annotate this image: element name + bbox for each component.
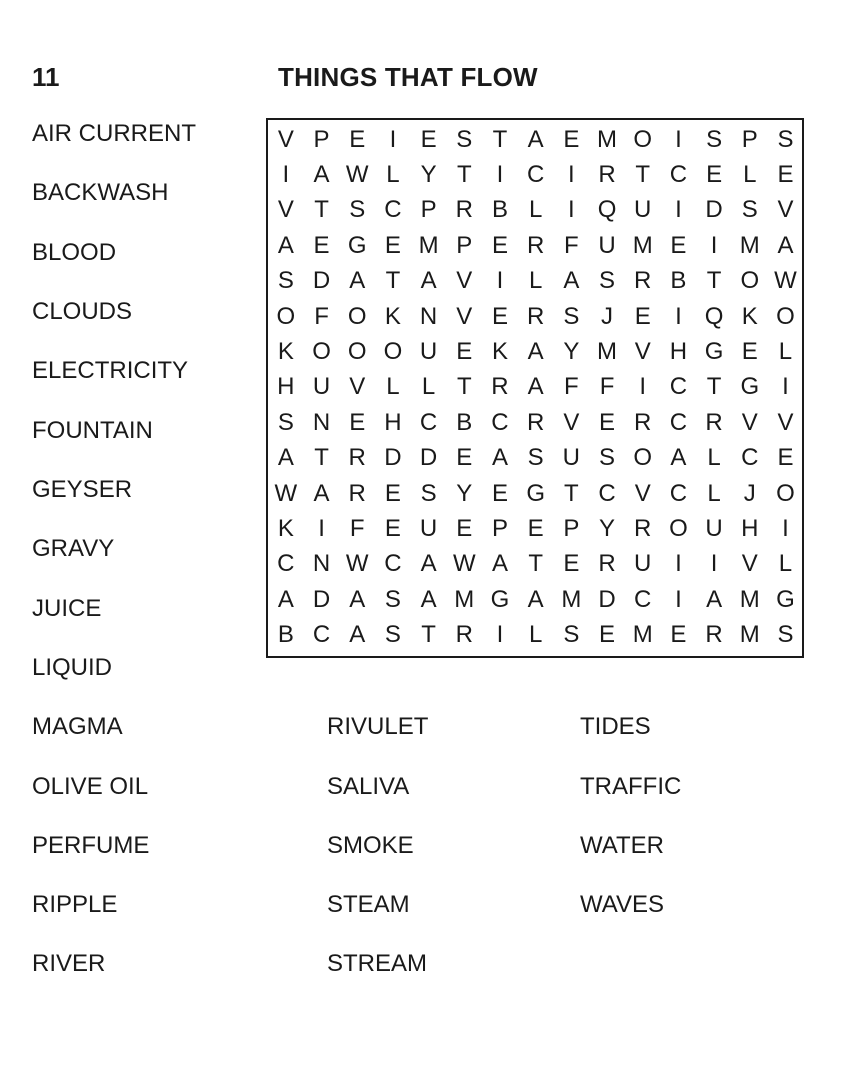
grid-letter: A bbox=[420, 550, 437, 578]
grid-letter: L bbox=[528, 267, 543, 295]
grid-letter: N bbox=[312, 550, 331, 578]
grid-letter: E bbox=[777, 161, 794, 189]
grid-letter: F bbox=[564, 231, 579, 259]
grid-letter: P bbox=[313, 125, 330, 153]
grid-letter: M bbox=[597, 338, 618, 366]
grid-letter: I bbox=[496, 267, 504, 295]
grid-letter: G bbox=[740, 373, 760, 401]
grid-letter: I bbox=[568, 196, 575, 224]
grid-letter: T bbox=[314, 196, 329, 224]
word-item: SMOKE bbox=[327, 832, 414, 859]
grid-letter: T bbox=[635, 161, 651, 189]
grid-letter: E bbox=[491, 479, 508, 507]
grid-letter: M bbox=[739, 621, 760, 649]
grid-letter: A bbox=[527, 125, 544, 153]
grid-letter: Q bbox=[704, 302, 724, 330]
grid-letter: V bbox=[349, 373, 366, 401]
grid-letter: S bbox=[563, 621, 580, 649]
grid-letter: R bbox=[705, 408, 723, 436]
word-item: STREAM bbox=[327, 950, 428, 977]
grid-letter: A bbox=[670, 444, 687, 472]
grid-letter: A bbox=[706, 585, 723, 613]
grid-letter: I bbox=[675, 550, 682, 578]
grid-row bbox=[268, 511, 804, 546]
word-item: FOUNTAIN bbox=[32, 417, 153, 444]
grid-letter: V bbox=[277, 125, 294, 153]
grid-letter: Q bbox=[597, 196, 617, 224]
grid-letter: T bbox=[706, 373, 722, 401]
grid-letter: C bbox=[669, 373, 688, 401]
grid-letter: I bbox=[568, 161, 575, 189]
grid-letter: Y bbox=[599, 514, 616, 542]
grid-letter: U bbox=[419, 338, 438, 366]
grid-letter: P bbox=[456, 231, 473, 259]
grid-letter: D bbox=[705, 196, 723, 224]
grid-letter: O bbox=[312, 338, 331, 366]
grid-letter: R bbox=[526, 408, 545, 436]
grid-letter: C bbox=[491, 408, 509, 436]
grid-letter: T bbox=[421, 621, 436, 649]
grid-letter: H bbox=[384, 408, 402, 436]
grid-letter: I bbox=[782, 514, 789, 542]
grid-letter: E bbox=[456, 514, 473, 542]
grid-row bbox=[268, 334, 804, 369]
grid-letter: L bbox=[778, 338, 793, 366]
grid-letter: I bbox=[710, 550, 718, 578]
grid-letter: R bbox=[526, 302, 545, 330]
grid-letter: R bbox=[348, 479, 366, 507]
grid-letter: E bbox=[456, 444, 473, 472]
page-number: 11 bbox=[32, 62, 60, 92]
grid-letter: H bbox=[277, 373, 295, 401]
grid-letter: D bbox=[312, 267, 331, 295]
grid-letter: C bbox=[634, 585, 652, 613]
grid-letter: I bbox=[675, 125, 682, 153]
grid-letter: E bbox=[741, 338, 758, 366]
page-title: THINGS THAT FLOW bbox=[278, 62, 538, 92]
grid-letter: S bbox=[777, 125, 794, 153]
grid-letter: R bbox=[598, 550, 616, 578]
grid-letter: S bbox=[456, 125, 473, 153]
word-item: TRAFFIC bbox=[580, 773, 682, 800]
grid-letter: S bbox=[599, 444, 616, 472]
grid-letter: L bbox=[386, 373, 400, 401]
grid-letter: U bbox=[705, 514, 723, 542]
grid-letter: G bbox=[526, 479, 545, 507]
grid-letter: Y bbox=[420, 161, 437, 189]
grid-letter: K bbox=[384, 302, 401, 330]
grid-letter: S bbox=[706, 125, 723, 153]
grid-letter: S bbox=[741, 196, 758, 224]
grid-letter: V bbox=[456, 302, 473, 330]
grid-letter: V bbox=[277, 196, 294, 224]
grid-letter: U bbox=[419, 514, 438, 542]
grid-letter: R bbox=[705, 621, 723, 649]
grid-letter: S bbox=[527, 444, 544, 472]
grid-letter: V bbox=[741, 550, 758, 578]
grid-letter: I bbox=[282, 161, 290, 189]
grid-letter: Y bbox=[456, 479, 473, 507]
grid-letter: S bbox=[277, 408, 294, 436]
grid-letter: G bbox=[704, 338, 724, 366]
word-item: ELECTRICITY bbox=[32, 357, 189, 384]
grid-letter: S bbox=[349, 196, 366, 224]
grid-letter: C bbox=[277, 550, 295, 578]
grid-letter: K bbox=[277, 338, 294, 366]
grid-letter: N bbox=[419, 302, 438, 330]
grid-letter: T bbox=[528, 550, 543, 578]
grid-letter: W bbox=[452, 550, 476, 578]
grid-letter: M bbox=[632, 621, 653, 649]
grid-letter: L bbox=[707, 479, 721, 507]
grid-row bbox=[268, 370, 804, 405]
grid-letter: P bbox=[420, 196, 437, 224]
grid-letter: I bbox=[675, 302, 682, 330]
grid-letter: P bbox=[491, 514, 508, 542]
word-item: WATER bbox=[580, 832, 664, 859]
grid-letter: W bbox=[345, 550, 369, 578]
grid-letter: M bbox=[632, 231, 653, 259]
grid-letter: C bbox=[669, 161, 688, 189]
grid-letter: V bbox=[777, 408, 794, 436]
grid-letter: E bbox=[599, 408, 616, 436]
grid-letter: I bbox=[389, 125, 397, 153]
grid-row bbox=[268, 476, 804, 511]
grid-letter: O bbox=[347, 302, 367, 330]
grid-letter: A bbox=[420, 585, 437, 613]
grid-letter: R bbox=[491, 373, 509, 401]
grid-letter: V bbox=[563, 408, 580, 436]
grid-letter: C bbox=[384, 196, 402, 224]
grid-letter: E bbox=[706, 161, 723, 189]
grid-letter: E bbox=[384, 479, 401, 507]
grid-letter: O bbox=[383, 338, 403, 366]
grid-letter: P bbox=[741, 125, 758, 153]
word-item: PERFUME bbox=[32, 832, 150, 859]
grid-letter: L bbox=[778, 550, 793, 578]
grid-letter: I bbox=[496, 621, 504, 649]
word-item: RIVULET bbox=[327, 713, 429, 740]
grid-letter: A bbox=[349, 621, 366, 649]
grid-letter: O bbox=[776, 479, 795, 507]
grid-letter: O bbox=[669, 514, 688, 542]
grid-letter: E bbox=[491, 302, 508, 330]
grid-letter: E bbox=[670, 231, 687, 259]
grid-letter: S bbox=[277, 267, 294, 295]
grid-letter: L bbox=[528, 196, 543, 224]
grid-letter: V bbox=[456, 267, 473, 295]
grid-letter: E bbox=[313, 231, 330, 259]
grid-row bbox=[268, 547, 804, 582]
grid-letter: E bbox=[777, 444, 794, 472]
word-item: RIPPLE bbox=[32, 891, 118, 918]
grid-letter: E bbox=[634, 302, 651, 330]
grid-letter: F bbox=[349, 514, 365, 542]
grid-letter: T bbox=[314, 444, 329, 472]
grid-letter: I bbox=[639, 373, 647, 401]
grid-letter: O bbox=[740, 267, 760, 295]
grid-letter: E bbox=[349, 125, 366, 153]
grid-letter: F bbox=[314, 302, 329, 330]
grid-letter: A bbox=[777, 231, 794, 259]
grid-letter: A bbox=[277, 585, 294, 613]
grid-letter: N bbox=[312, 408, 331, 436]
grid-letter: A bbox=[420, 267, 437, 295]
grid-letter: T bbox=[456, 161, 472, 189]
grid-letter: O bbox=[633, 444, 653, 472]
grid-letter: P bbox=[563, 514, 580, 542]
grid-letter: M bbox=[739, 585, 760, 613]
grid-letter: I bbox=[675, 585, 682, 613]
grid-letter: C bbox=[419, 408, 438, 436]
grid-letter: O bbox=[776, 302, 795, 330]
grid-letter: S bbox=[384, 621, 401, 649]
grid-letter: A bbox=[491, 444, 508, 472]
grid-letter: A bbox=[349, 267, 366, 295]
grid-letter: T bbox=[564, 479, 579, 507]
grid-letter: B bbox=[456, 408, 473, 436]
grid-letter: I bbox=[782, 373, 789, 401]
grid-letter: M bbox=[418, 231, 439, 259]
grid-letter: C bbox=[312, 621, 331, 649]
grid-letter: D bbox=[419, 444, 438, 472]
grid-row bbox=[268, 264, 804, 299]
grid-letter: C bbox=[598, 479, 616, 507]
grid-letter: A bbox=[277, 444, 294, 472]
grid-letter: I bbox=[496, 161, 504, 189]
grid-letter: E bbox=[491, 231, 508, 259]
grid-letter: R bbox=[455, 621, 473, 649]
grid-letter: D bbox=[598, 585, 616, 613]
grid-letter: O bbox=[347, 338, 367, 366]
word-item: BLOOD bbox=[32, 239, 117, 266]
grid-letter: E bbox=[420, 125, 437, 153]
grid-letter: I bbox=[675, 196, 682, 224]
grid-letter: B bbox=[277, 621, 294, 649]
word-item: LIQUID bbox=[32, 654, 113, 681]
grid-letter: O bbox=[633, 125, 653, 153]
grid-letter: U bbox=[634, 196, 652, 224]
grid-letter: C bbox=[526, 161, 545, 189]
grid-letter: H bbox=[741, 514, 759, 542]
grid-letter: B bbox=[670, 267, 687, 295]
word-item: JUICE bbox=[32, 595, 102, 622]
grid-letter: R bbox=[348, 444, 366, 472]
grid-row bbox=[268, 582, 804, 617]
grid-row bbox=[268, 193, 804, 228]
grid-row bbox=[268, 122, 804, 157]
grid-letter: E bbox=[563, 125, 580, 153]
grid-letter: L bbox=[421, 373, 436, 401]
grid-letter: B bbox=[491, 196, 508, 224]
grid-letter: A bbox=[349, 585, 366, 613]
grid-letter: K bbox=[277, 514, 294, 542]
grid-letter: C bbox=[669, 408, 688, 436]
grid-letter: J bbox=[743, 479, 756, 507]
grid-letter: D bbox=[384, 444, 402, 472]
word-item: WAVES bbox=[580, 891, 665, 918]
grid-letter: E bbox=[384, 231, 401, 259]
grid-letter: R bbox=[526, 231, 545, 259]
grid-letter: R bbox=[634, 408, 652, 436]
word-item: STEAM bbox=[327, 891, 410, 918]
grid-letter: G bbox=[776, 585, 795, 613]
word-item: AIR CURRENT bbox=[32, 120, 197, 147]
grid-letter: S bbox=[777, 621, 794, 649]
grid-letter: C bbox=[384, 550, 402, 578]
word-item: OLIVE OIL bbox=[32, 773, 149, 800]
grid-letter: M bbox=[561, 585, 582, 613]
grid-letter: E bbox=[527, 514, 544, 542]
grid-letter: R bbox=[634, 514, 652, 542]
grid-letter: A bbox=[527, 585, 544, 613]
grid-letter: V bbox=[777, 196, 794, 224]
grid-letter: A bbox=[563, 267, 580, 295]
grid-letter: K bbox=[491, 338, 508, 366]
grid-letter: F bbox=[564, 373, 579, 401]
grid-letter: W bbox=[345, 161, 369, 189]
grid-letter: G bbox=[347, 231, 367, 259]
grid-letter: R bbox=[634, 267, 652, 295]
grid-letter: A bbox=[527, 373, 544, 401]
grid-letter: R bbox=[598, 161, 616, 189]
grid-letter: I bbox=[318, 514, 325, 542]
grid-letter: S bbox=[563, 302, 580, 330]
grid-letter: A bbox=[313, 479, 330, 507]
grid-letter: R bbox=[455, 196, 473, 224]
word-item: MAGMA bbox=[32, 713, 123, 740]
grid-letter: S bbox=[599, 267, 616, 295]
grid-letter: M bbox=[739, 231, 760, 259]
grid-letter: M bbox=[454, 585, 475, 613]
grid-letter: G bbox=[490, 585, 510, 613]
grid-letter: E bbox=[670, 621, 687, 649]
grid-letter: A bbox=[313, 161, 330, 189]
grid-row bbox=[268, 441, 804, 476]
grid-letter: F bbox=[599, 373, 615, 401]
grid-letter: W bbox=[774, 267, 797, 295]
grid-row bbox=[268, 617, 804, 652]
grid-letter: I bbox=[710, 231, 718, 259]
grid-letter: E bbox=[563, 550, 580, 578]
grid-letter: C bbox=[741, 444, 759, 472]
word-item: SALIVA bbox=[327, 773, 410, 800]
grid-letter: S bbox=[420, 479, 437, 507]
grid-letter: L bbox=[528, 621, 543, 649]
grid-letter: T bbox=[456, 373, 472, 401]
grid-letter: V bbox=[634, 479, 651, 507]
grid-letter: U bbox=[634, 550, 652, 578]
grid-letter: C bbox=[669, 479, 688, 507]
grid-letter: A bbox=[527, 338, 544, 366]
grid-letter: T bbox=[492, 125, 508, 153]
grid-letter: E bbox=[349, 408, 366, 436]
grid-row bbox=[268, 405, 804, 440]
grid-letter: S bbox=[384, 585, 401, 613]
grid-letter: E bbox=[599, 621, 616, 649]
grid-letter: V bbox=[634, 338, 651, 366]
grid-letter: L bbox=[707, 444, 721, 472]
grid-letter: Y bbox=[563, 338, 580, 366]
word-item: GRAVY bbox=[32, 535, 115, 562]
word-item: BACKWASH bbox=[32, 179, 169, 206]
grid-letter: T bbox=[706, 267, 722, 295]
grid-letter: L bbox=[386, 161, 400, 189]
grid-letter: A bbox=[491, 550, 508, 578]
grid-letter: W bbox=[274, 479, 298, 507]
grid-letter: E bbox=[384, 514, 401, 542]
grid-letter: D bbox=[312, 585, 331, 613]
grid-letter: T bbox=[385, 267, 401, 295]
word-item: TIDES bbox=[580, 713, 651, 740]
word-item: GEYSER bbox=[32, 476, 133, 503]
grid-row bbox=[268, 157, 804, 192]
grid-letter: U bbox=[562, 444, 581, 472]
grid-row bbox=[268, 228, 804, 263]
grid-letter: J bbox=[601, 302, 614, 330]
word-search-grid bbox=[268, 122, 804, 658]
word-item: CLOUDS bbox=[32, 298, 133, 325]
grid-letter: O bbox=[276, 302, 296, 330]
grid-letter: U bbox=[312, 373, 331, 401]
word-item: RIVER bbox=[32, 950, 106, 977]
grid-row bbox=[268, 299, 804, 334]
grid-letter: K bbox=[741, 302, 758, 330]
grid-letter: M bbox=[597, 125, 618, 153]
grid-letter: A bbox=[277, 231, 294, 259]
grid-letter: E bbox=[456, 338, 473, 366]
grid-letter: H bbox=[669, 338, 688, 366]
grid-letter: L bbox=[743, 161, 757, 189]
grid-letter: U bbox=[598, 231, 616, 259]
grid-letter: V bbox=[741, 408, 758, 436]
